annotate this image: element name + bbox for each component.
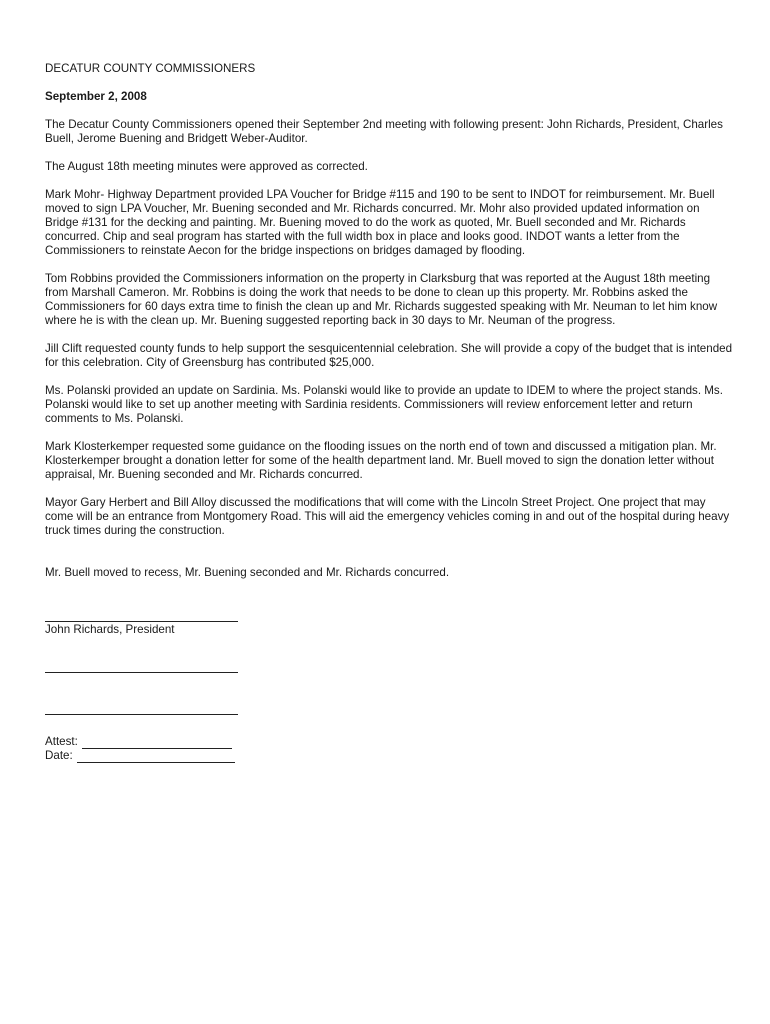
attest-label: Attest: (45, 735, 78, 748)
minutes-document (45, 62, 735, 763)
attest-row (45, 735, 735, 749)
paragraph-clarksburg-property: Tom Robbins provided the Commissioners information on the property in Clarksburg that was reported at the August 18th meeting from Marshall Cameron. Mr. Robbins is doing the work that needs to be done to clean up this property. Mr. Robbins asked the Commissioners for 60 days extra time to finish the clean up and Mr. Richards suggested speaking with Mr. Neuman to let him know where he is with the clean up. Mr. Buening suggested reporting back in 30 days to Mr. Neuman of the progress. (45, 272, 718, 327)
signature-line-commissioner-3 (45, 701, 238, 715)
signature-name-president: John Richards, President (45, 623, 175, 636)
date-signature-line (77, 751, 235, 763)
signature-line-president (45, 608, 238, 622)
signature-block (45, 608, 735, 763)
paragraph-highway-department: Mark Mohr- Highway Department provided LPA Voucher for Bridge #115 and 190 to be sent to INDOT for reimbursement. Mr. Buell moved to sign LPA Voucher, Mr. Buening seconded and Mr. Richards concurred. Mr. Mohr also provided updated information on Bridge #131 for the decking and painting. Mr. Buening moved to do the work as quoted, Mr. Buell seconded and Mr. Richards concurred. Chip and seal program has started with the full width box in place and looks good. INDOT wants a letter from the Commissioners to reinstate Aecon for the bridge inspections on bridges damaged by flooding. (45, 188, 715, 257)
paragraph-attendance: The Decatur County Commissioners opened their September 2nd meeting with following present: John Richards, President, Charles Buell, Jerome Buening and Bridgett Weber-Auditor. (45, 118, 723, 145)
paragraph-recess-motion: Mr. Buell moved to recess, Mr. Buening seconded and Mr. Richards concurred. (45, 566, 450, 579)
paragraph-sesquicentennial: Jill Clift requested county funds to help support the sesquicentennial celebration. She will provide a copy of the budget that is intended for this celebration. City of Greensburg has contributed $25,000. (45, 342, 733, 369)
date-row (45, 749, 735, 763)
attest-signature-line (82, 737, 232, 749)
meeting-date: September 2, 2008 (45, 90, 147, 103)
paragraph-sardinia-update: Ms. Polanski provided an update on Sardinia. Ms. Polanski would like to provide an update to IDEM to where the project stands. Ms. Polanski would like to set up another meeting with Sardinia residents. Commissioners will review enforcement letter and return comments to Ms. Polanski. (45, 384, 723, 425)
signature-line-commissioner-2 (45, 659, 238, 673)
date-label: Date: (45, 749, 73, 762)
paragraph-minutes-approval: The August 18th meeting minutes were approved as corrected. (45, 160, 368, 173)
paragraph-flooding-mitigation: Mark Klosterkemper requested some guidance on the flooding issues on the north end of town and discussed a mitigation plan. Mr. Klosterkemper brought a donation letter for some of the health department land. Mr. Buell moved to sign the donation letter without appraisal, Mr. Buening seconded and Mr. Richards concurred. (45, 440, 717, 481)
paragraph-lincoln-street-project: Mayor Gary Herbert and Bill Alloy discussed the modifications that will come with the Lincoln Street Project. One project that may come will be an entrance from Montgomery Road. This will aid the emergency vehicles coming in and out of the hospital during heavy truck times during the construction. (45, 496, 730, 537)
document-heading: DECATUR COUNTY COMMISSIONERS (45, 62, 256, 75)
